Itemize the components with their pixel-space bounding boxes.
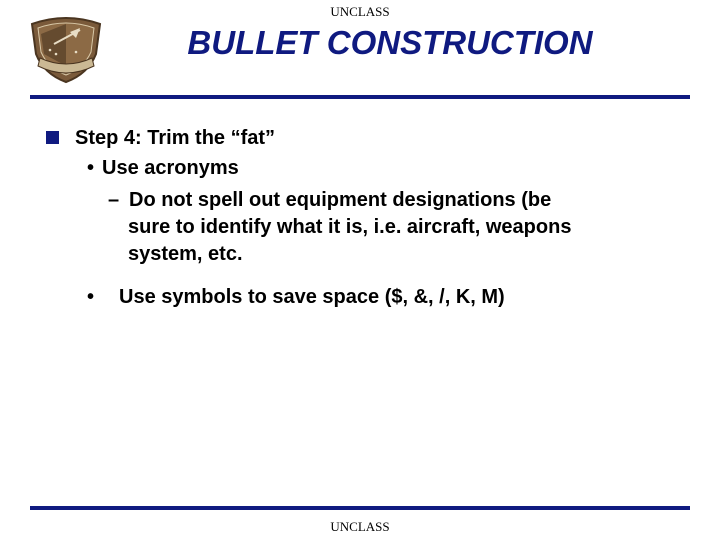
classification-bottom: UNCLASS	[330, 519, 390, 534]
square-bullet-icon	[46, 131, 59, 144]
bullet-use-acronyms: Use acronyms	[102, 157, 239, 179]
classification-top: UNCLASS	[330, 4, 390, 19]
dash-marker: –	[108, 189, 120, 211]
bullet-dot-icon: •	[87, 286, 95, 308]
sub-bullet-line-1: Do not spell out equipment designations (be	[129, 189, 552, 211]
page-title: BULLET CONSTRUCTION	[187, 24, 593, 61]
sub-bullet-line-2: sure to identify what it is, i.e. aircraft, weapons	[128, 216, 572, 238]
footer-divider	[30, 506, 690, 510]
bullet-dot-icon: •	[87, 157, 95, 179]
bullet-use-symbols: Use symbols to save space ($, &, /, K, M)	[119, 286, 505, 308]
step-heading: Step 4: Trim the “fat”	[75, 127, 276, 149]
sub-bullet-line-3: system, etc.	[128, 243, 243, 265]
